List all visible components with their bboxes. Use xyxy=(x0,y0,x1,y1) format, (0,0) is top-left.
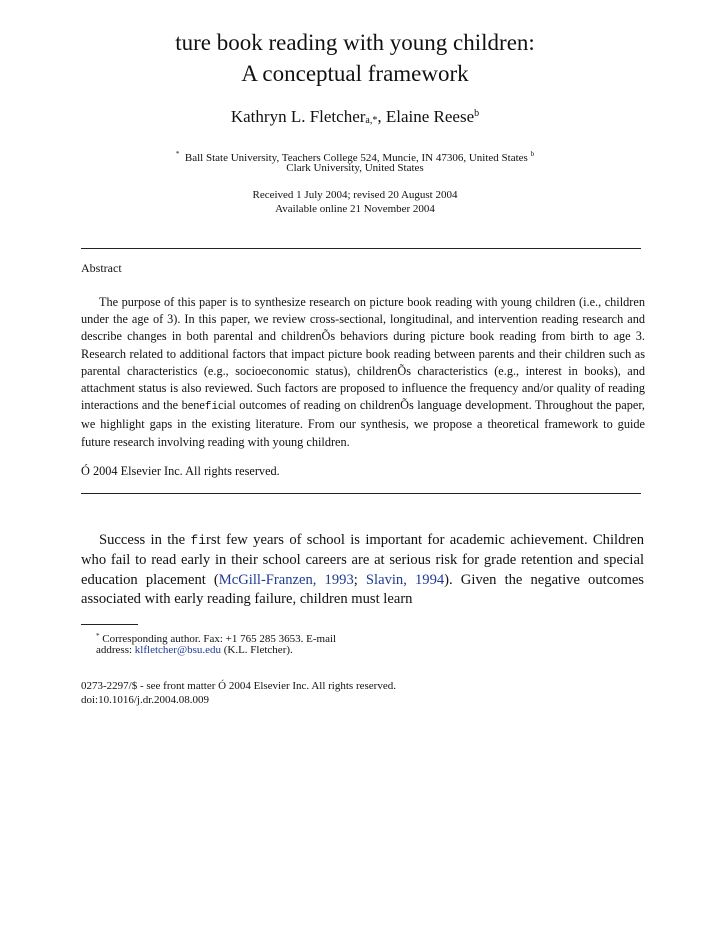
received-date: Received 1 July 2004; revised 20 August 2004 xyxy=(252,189,458,201)
body-text-part: rst few years of school is important for academic achievement. Children who fail to read early in their school careers are at serious risk for grade retention and special education placement ( xyxy=(81,532,644,588)
author-separator: , xyxy=(377,107,386,126)
article-title-line-1: ture book reading with young children: xyxy=(175,30,535,55)
online-date: Available online 21 November 2004 xyxy=(275,203,435,215)
footnote-text: Corresponding author. Fax: +1 765 285 3653. E-mail xyxy=(102,633,337,645)
author-list xyxy=(0,103,710,132)
abstract-top-rule xyxy=(81,248,641,249)
affiliation-mark: b xyxy=(530,150,535,158)
body-text-part: Success in the xyxy=(99,532,191,548)
fi-ligature: fi xyxy=(190,533,207,548)
author-name: Elaine Reese xyxy=(385,107,475,126)
issn-line: 0273-2297/$ - see front matter Ó 2004 Elsevier Inc. All rights reserved. xyxy=(81,680,396,692)
abstract-text-part: cial outcomes of reading on childrenÕs language development. Throughout the paper, we highlight gaps in the existing literature. From our synthesis, we propose a theoretical framework to guide future research involving reading with young children. xyxy=(81,398,645,449)
affiliation-mark: * xyxy=(175,150,180,158)
affiliation-line-2: Clark University, United States xyxy=(286,162,424,174)
footnote-text: address: xyxy=(96,644,135,656)
abstract-heading: Abstract xyxy=(81,261,122,275)
abstract-bottom-rule xyxy=(81,493,641,494)
author-name: Kathryn L. Fletcher xyxy=(230,107,366,126)
author-affiliation-mark: b xyxy=(474,108,480,119)
body-paragraph xyxy=(81,531,644,610)
email-link[interactable]: klfletcher@bsu.edu xyxy=(134,644,221,656)
citation-link[interactable]: Slavin, 1994 xyxy=(365,571,445,588)
fi-ligature: fi xyxy=(204,401,219,414)
abstract-text-part: The purpose of this paper is to synthesize research on picture book reading with young children (i.e., children under the age of 3). In this paper, we review cross-sectional, longitudinal, and intervention reading research and describe changes in both parental and childrenÕs behaviors during picture book reading from birth to age 3. Research related to additional factors that impact picture book reading between parents and their children such as parental characteristics (e.g., socioeconomic status), childrenÕs characteristics (e.g., interest in books), and attachment status is also reviewed. Such factors are proposed to influence the frequency and/or quality of reading interactions and the bene xyxy=(81,295,645,413)
footnote-rule xyxy=(81,624,138,625)
body-text-part: ). Given the negative outcomes associated with early reading failure, children must learn xyxy=(81,571,644,608)
abstract-copyright: Ó 2004 Elsevier Inc. All rights reserved. xyxy=(81,464,280,478)
footnote-text: (K.L. Fletcher). xyxy=(220,644,293,656)
doi-line: doi:10.1016/j.dr.2004.08.009 xyxy=(81,694,210,706)
citation-link[interactable]: McGill-Franzen, 1993 xyxy=(218,571,354,588)
affiliation-text: Ball State University, Teachers College 524, Muncie, IN 47306, United States xyxy=(184,152,528,164)
citation-separator: ; xyxy=(353,571,366,588)
abstract-text xyxy=(81,294,645,451)
author-affiliation-mark: a,* xyxy=(365,115,378,126)
footnote-mark: * xyxy=(96,632,100,640)
footnote-line-2 xyxy=(96,643,656,658)
article-title-line-2: A conceptual framework xyxy=(241,61,469,86)
